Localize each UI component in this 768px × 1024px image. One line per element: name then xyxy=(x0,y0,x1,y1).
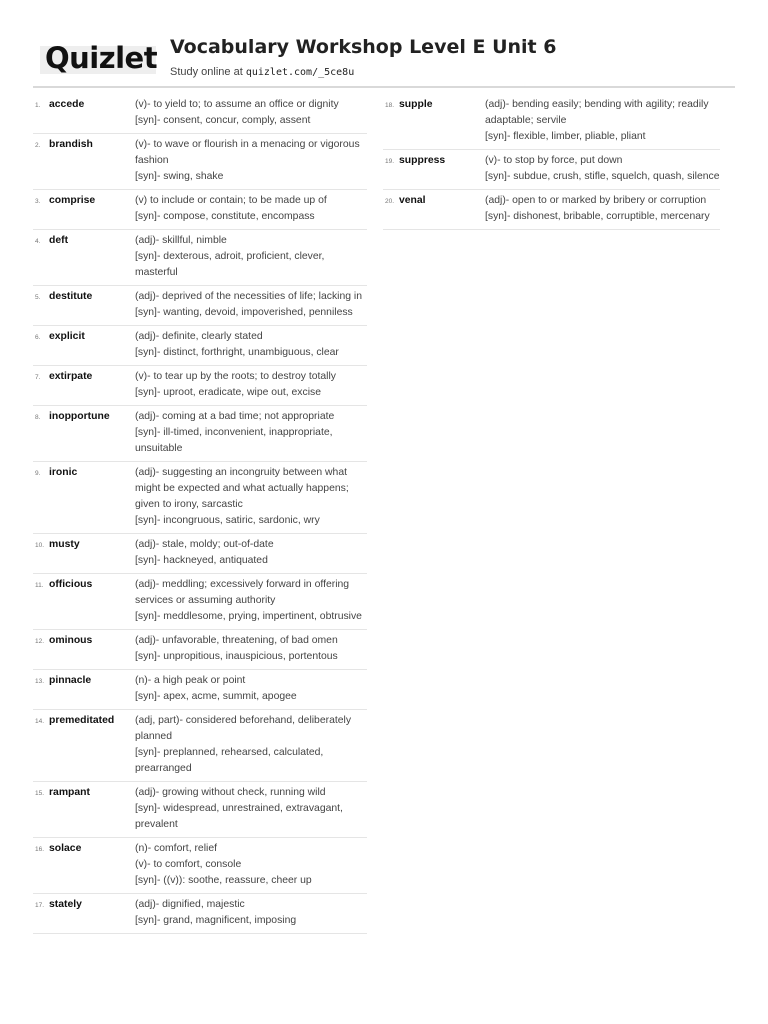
logo-text: Quizlet xyxy=(45,41,158,75)
term-number: 6. xyxy=(35,334,41,341)
study-url-link[interactable]: quizlet.com/_5ce8u xyxy=(245,67,355,78)
definition-text: (adj)- coming at a bad time; not appropriate xyxy=(135,411,335,422)
term-number: 9. xyxy=(35,470,41,477)
term-entry xyxy=(33,406,367,462)
term-definition xyxy=(135,841,367,889)
term-definition xyxy=(135,289,367,321)
term-definition xyxy=(485,153,720,185)
term-word: musty xyxy=(49,539,80,550)
term-entry xyxy=(33,134,367,190)
term-number: 17. xyxy=(35,902,45,909)
term-definition xyxy=(135,465,367,529)
term-word: stately xyxy=(49,899,82,910)
header-divider xyxy=(33,86,735,88)
term-definition xyxy=(135,409,367,457)
definition-text: (adj)- stale, moldy; out-of-date xyxy=(135,539,274,550)
synonyms-text: [syn]- compose, constitute, encompass xyxy=(135,211,315,222)
term-word: supple xyxy=(399,99,433,110)
synonyms-text: [syn]- dishonest, bribable, corruptible, mercenary xyxy=(485,211,710,222)
page-title: Vocabulary Workshop Level E Unit 6 xyxy=(170,36,557,58)
synonyms-text: [syn]- dexterous, adroit, proficient, clever, masterful xyxy=(135,251,325,278)
term-number: 14. xyxy=(35,718,45,725)
term-number: 18. xyxy=(385,102,395,109)
term-definition xyxy=(135,537,367,569)
term-definition xyxy=(135,233,367,281)
term-entry xyxy=(33,94,367,134)
definition-text: (v)- to tear up by the roots; to destroy totally xyxy=(135,371,336,382)
term-entry xyxy=(383,94,720,150)
term-entry xyxy=(33,670,367,710)
synonyms-text: [syn]- uproot, eradicate, wipe out, excise xyxy=(135,387,321,398)
term-entry xyxy=(33,894,367,934)
term-number: 2. xyxy=(35,142,41,149)
term-word: officious xyxy=(49,579,93,590)
term-word: extirpate xyxy=(49,371,93,382)
definition-text: (adj)- meddling; excessively forward in offering services or assuming authority xyxy=(135,579,350,606)
term-definition xyxy=(135,369,367,401)
term-definition xyxy=(135,713,367,777)
term-definition xyxy=(135,329,367,361)
synonyms-text: [syn]- grand, magnificent, imposing xyxy=(135,915,297,926)
definition-text: (adj)- open to or marked by bribery or corruption xyxy=(485,195,707,206)
term-definition xyxy=(135,673,367,705)
synonyms-text: [syn]- flexible, limber, pliable, pliant xyxy=(485,131,646,142)
synonyms-text: [syn]- ((v)): soothe, reassure, cheer up xyxy=(135,875,312,886)
term-word: inopportune xyxy=(49,411,110,422)
term-definition xyxy=(485,193,720,225)
term-entry xyxy=(33,574,367,630)
definition-text-2: (v)- to comfort, console xyxy=(135,859,242,870)
term-entry xyxy=(33,190,367,230)
synonyms-text: [syn]- distinct, forthright, unambiguous, clear xyxy=(135,347,339,358)
term-word: premeditated xyxy=(49,715,115,726)
term-word: venal xyxy=(399,195,426,206)
term-entry xyxy=(33,710,367,782)
term-entry xyxy=(33,230,367,286)
synonyms-text: [syn]- meddlesome, prying, impertinent, obtrusive xyxy=(135,611,362,622)
term-word: destitute xyxy=(49,291,93,302)
synonyms-text: [syn]- hackneyed, antiquated xyxy=(135,555,268,566)
synonyms-text: [syn]- incongruous, satiric, sardonic, wry xyxy=(135,515,320,526)
term-entry xyxy=(383,150,720,190)
definition-text: (n)- comfort, relief xyxy=(135,843,217,854)
term-entry xyxy=(33,838,367,894)
term-word: pinnacle xyxy=(49,675,92,686)
term-entry xyxy=(383,190,720,230)
term-word: explicit xyxy=(49,331,85,342)
term-number: 5. xyxy=(35,294,41,301)
term-entry xyxy=(33,462,367,534)
term-number: 7. xyxy=(35,374,41,381)
term-number: 3. xyxy=(35,198,41,205)
synonyms-text: [syn]- subdue, crush, stifle, squelch, quash, silence xyxy=(485,171,720,182)
synonyms-text: [syn]- swing, shake xyxy=(135,171,224,182)
study-online-line xyxy=(170,66,354,78)
term-number: 13. xyxy=(35,678,45,685)
definition-text: (v) to include or contain; to be made up of xyxy=(135,195,327,206)
term-definition xyxy=(485,97,720,145)
term-number: 15. xyxy=(35,790,45,797)
term-definition xyxy=(135,137,367,185)
term-word: rampant xyxy=(49,787,90,798)
term-entry xyxy=(33,534,367,574)
term-number: 8. xyxy=(35,414,41,421)
synonyms-text: [syn]- consent, concur, comply, assent xyxy=(135,115,311,126)
synonyms-text: [syn]- widespread, unrestrained, extravagant, prevalent xyxy=(135,803,343,830)
term-entry xyxy=(33,326,367,366)
definition-text: (adj)- definite, clearly stated xyxy=(135,331,263,342)
synonyms-text: [syn]- unpropitious, inauspicious, portentous xyxy=(135,651,338,662)
definition-text: (adj)- dignified, majestic xyxy=(135,899,245,910)
term-number: 1. xyxy=(35,102,41,109)
term-word: ironic xyxy=(49,467,78,478)
definition-text: (adj, part)- considered beforehand, deliberately planned xyxy=(135,715,352,742)
study-prefix: Study online at xyxy=(170,66,243,78)
page-header xyxy=(0,0,768,88)
definition-text: (adj)- bending easily; bending with agility; readily adaptable; servile xyxy=(485,99,709,126)
term-word: accede xyxy=(49,99,85,110)
term-definition xyxy=(135,577,367,625)
definition-text: (adj)- deprived of the necessities of life; lacking in xyxy=(135,291,362,302)
synonyms-text: [syn]- preplanned, rehearsed, calculated, prearranged xyxy=(135,747,324,774)
term-word: deft xyxy=(49,235,69,246)
terms-column-right xyxy=(383,94,720,230)
term-word: ominous xyxy=(49,635,93,646)
term-definition xyxy=(135,97,367,129)
term-definition xyxy=(135,785,367,833)
term-word: comprise xyxy=(49,195,96,206)
definition-text: (v)- to wave or flourish in a menacing or vigorous fashion xyxy=(135,139,360,166)
term-entry xyxy=(33,630,367,670)
definition-text: (adj)- skillful, nimble xyxy=(135,235,227,246)
term-entry xyxy=(33,286,367,326)
term-definition xyxy=(135,633,367,665)
term-number: 11. xyxy=(35,582,44,589)
synonyms-text: [syn]- wanting, devoid, impoverished, penniless xyxy=(135,307,353,318)
term-number: 4. xyxy=(35,238,41,245)
term-number: 19. xyxy=(385,158,395,165)
term-definition xyxy=(135,193,367,225)
term-word: brandish xyxy=(49,139,93,150)
term-word: solace xyxy=(49,843,82,854)
synonyms-text: [syn]- ill-timed, inconvenient, inappropriate, unsuitable xyxy=(135,427,333,454)
term-number: 16. xyxy=(35,846,45,853)
term-entry xyxy=(33,366,367,406)
term-definition xyxy=(135,897,367,929)
term-number: 20. xyxy=(385,198,395,205)
definition-text: (adj)- suggesting an incongruity between what might be expected and what actually happens; given to irony, sarcastic xyxy=(135,467,349,510)
term-entry xyxy=(33,782,367,838)
terms-column-left xyxy=(33,94,367,934)
term-number: 12. xyxy=(35,638,45,645)
definition-text: (v)- to yield to; to assume an office or dignity xyxy=(135,99,339,110)
definition-text: (adj)- growing without check, running wild xyxy=(135,787,326,798)
term-number: 10. xyxy=(35,542,45,549)
synonyms-text: [syn]- apex, acme, summit, apogee xyxy=(135,691,297,702)
definition-text: (v)- to stop by force, put down xyxy=(485,155,623,166)
term-word: suppress xyxy=(399,155,446,166)
definition-text: (n)- a high peak or point xyxy=(135,675,246,686)
definition-text: (adj)- unfavorable, threatening, of bad omen xyxy=(135,635,338,646)
